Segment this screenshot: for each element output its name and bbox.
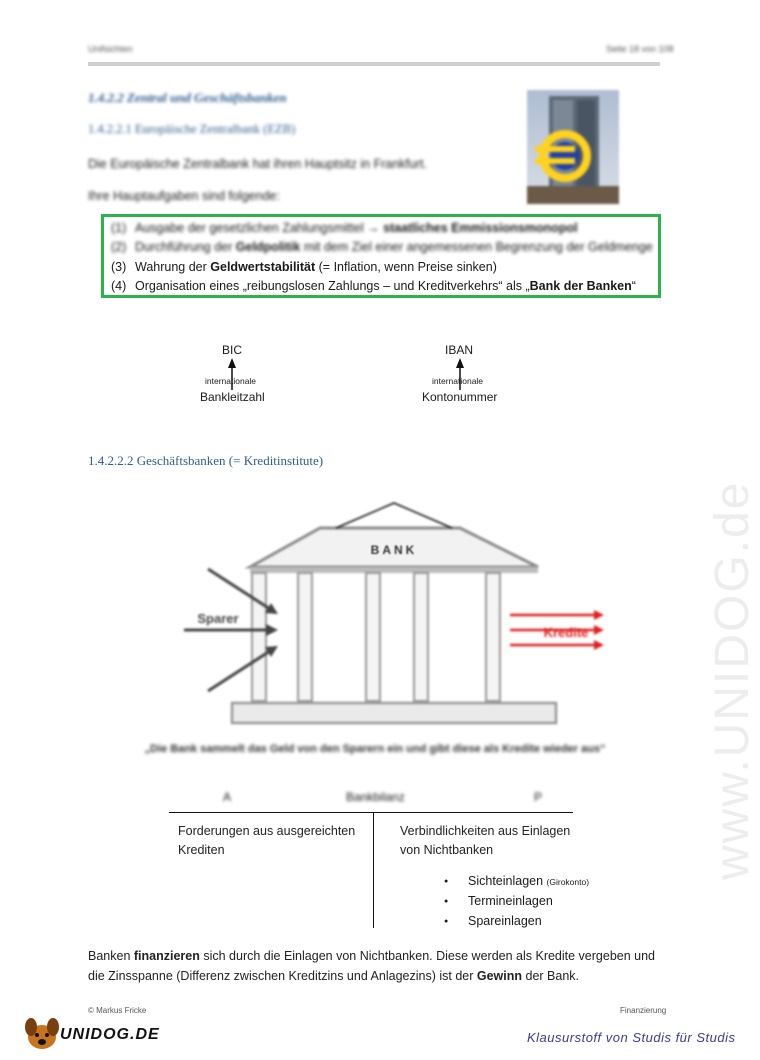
task-4: (4) Organisation eines „reibungslosen Zahlungs – und Kreditverkehrs“ als „Bank der Banken“ — [111, 279, 636, 293]
balance-liabilities: Verbindlichkeiten aus Einlagen von Nichtbanken — [400, 824, 571, 857]
balance-divider — [373, 812, 374, 928]
bic-qualifier: internationale — [205, 376, 257, 386]
ezb-intro: Die Europäische Zentralbank hat ihren Hauptsitz in Frankfurt. — [88, 157, 428, 171]
balance-right-header: P — [534, 790, 543, 804]
list-item: ● Sichteinlagen (Girokonto) — [442, 874, 589, 894]
page-footer-right: Finanzierung — [620, 1006, 667, 1015]
saver-label: Sparer — [197, 611, 239, 626]
section-heading: 1.4.2.2 Zentral und Geschäftsbanken — [88, 90, 287, 105]
ezb-heading: 1.4.2.2.1 Europäische Zentralbank (EZB) — [88, 122, 296, 136]
brand-slogan: Klausurstoff von Studis für Studis — [527, 1030, 736, 1045]
iban-qualifier: internationale — [432, 376, 484, 386]
task-2: (2) Durchführung der Geldpolitik mit dem Ziel einer angemessenen Begrenzung der Geldmenge — [111, 240, 653, 254]
closing-paragraph: Banken finanzieren sich durch die Einlagen von Nichtbanken. Diese werden als Kredite vergeben und die Zinsspanne (Differenz zwischen Kreditzins und Anlagezins) ist der Gewinn der Bank. — [88, 949, 656, 983]
iban-meaning: Kontonummer — [422, 390, 498, 404]
credit-label: Kredite — [543, 625, 589, 640]
code-arrows — [0, 0, 750, 420]
bic-meaning: Bankleitzahl — [200, 390, 265, 404]
balance-title: Bankbilanz — [346, 790, 405, 804]
brand-logo: UNIDOG.DE — [60, 1026, 160, 1043]
gb-heading: 1.4.2.2.2 Geschäftsbanken (= Kreditinstitute) — [88, 453, 324, 468]
balance-assets: Forderungen aus ausgereichten Krediten — [178, 824, 356, 857]
iban-code: IBAN — [445, 343, 474, 357]
bank-caption: „Die Bank sammelt das Geld von den Sparern ein und gibt diese als Kredite wieder aus“ — [144, 743, 606, 755]
watermark: www.UNIDOG.de — [706, 480, 759, 880]
page-header-left: Unifsichten — [88, 44, 133, 54]
bank-diagram — [170, 495, 590, 730]
balance-left-header: A — [223, 790, 232, 804]
page-footer-left: © Markus Fricke — [88, 1006, 147, 1015]
list-item: ● Spareinlagen — [442, 914, 589, 934]
list-item: ● Termineinlagen — [442, 894, 589, 914]
tasks-intro: Ihre Hauptaufgaben sind folgende: — [88, 189, 280, 203]
page-header-right: Seite 18 von 108 — [606, 44, 674, 54]
bic-code: BIC — [222, 343, 243, 357]
balance-top-rule — [169, 812, 573, 813]
dog-logo-icon — [22, 1013, 62, 1053]
task-3: (3) Wahrung der Geldwertstabilität (= Inflation, wenn Preise sinken) — [111, 260, 497, 274]
liability-list — [442, 874, 589, 934]
task-1: (1) Ausgabe der gesetzlichen Zahlungsmittel → staatliches Emmissionsmonopol — [111, 221, 578, 235]
bank-roof-label: BANK — [370, 543, 418, 557]
